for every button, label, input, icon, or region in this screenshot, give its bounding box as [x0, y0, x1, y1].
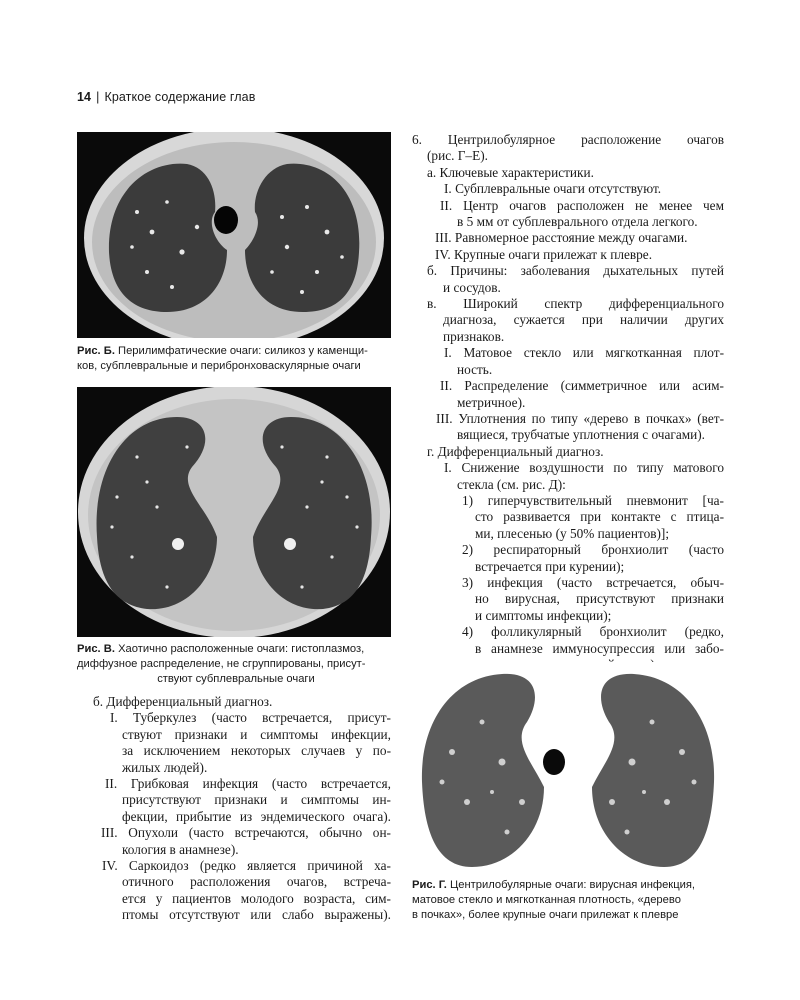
text-line: IV. Крупные очаги прилежат к плевре.	[435, 246, 653, 262]
text-line: 4) фолликулярный бронхиолит (редко,	[462, 624, 724, 640]
text-line: г. Дифференциальный диагноз.	[427, 443, 604, 459]
right-column-text	[412, 132, 724, 673]
text-line: I. Матовое стекло или мягкотканная плот-	[444, 345, 724, 361]
text-line: 2) респираторный бронхиолит (часто	[462, 542, 724, 558]
figure-b-image	[77, 132, 391, 338]
figure-b-label: Рис. Б.	[77, 345, 115, 357]
text-line: кология в анамнезе).	[122, 841, 239, 857]
figure-g-caption-line: в почках», более крупные очаги прилежат к плевре	[412, 909, 679, 921]
figure-g-image	[412, 662, 724, 874]
text-line: ность.	[457, 361, 493, 377]
text-line: стекла (см. рис. Д):	[457, 476, 566, 492]
text-line: III. Опухоли (часто встречаются, обычно он-	[101, 825, 391, 841]
text-line: IV. Саркоидоз (редко является причиной ха-	[102, 858, 391, 874]
text-line: встречается при курении);	[475, 558, 625, 574]
text-line: птомы отсутствуют или слабо выражены).	[122, 907, 391, 923]
text-line: присутствуют признаки и симптомы ин-	[122, 792, 391, 808]
text-line: III. Равномерное расстояние между очагами.	[435, 230, 688, 246]
text-line: ми, плесенью (у 50% пациентов)];	[475, 525, 670, 541]
figure-v-image	[77, 387, 391, 637]
text-line: I. Туберкулез (часто встречается, присут-	[110, 710, 391, 726]
text-line: б. Причины: заболевания дыхательных путей	[427, 263, 724, 279]
figure-v-caption	[77, 642, 395, 687]
figure-v-caption-line: ствуют субплевральные очаги	[157, 673, 315, 685]
text-line: I. Субплевральные очаги отсутствуют.	[444, 181, 662, 197]
text-line: 1) гиперчувствительный пневмонит [ча-	[462, 492, 724, 508]
text-line: метричное).	[457, 394, 526, 410]
paragraph-heading: б. Дифференциальный диагноз.	[93, 694, 273, 709]
text-line: II. Распределение (симметричное или асим-	[440, 378, 724, 394]
text-line: а. Ключевые характеристики.	[427, 164, 594, 180]
text-line: диагноза, сужается при наличии других	[443, 312, 724, 328]
section-heading: 6. Центрилобулярное расположение очагов	[412, 132, 724, 147]
text-line: отичного расположения очагов, встреча-	[122, 874, 391, 890]
text-line: и симптомы инфекции);	[475, 607, 612, 623]
left-column-text	[77, 694, 391, 924]
figure-b-caption-line: ков, субплевральные и перибронховаскулярные очаги	[77, 360, 361, 372]
text-line: за исключением некоторых случаев у по-	[122, 743, 391, 759]
text-line: II. Грибковая инфекция (часто встречается,	[105, 776, 391, 792]
text-line: жилых людей).	[122, 759, 208, 775]
running-header	[77, 90, 255, 104]
text-line: фекции, прибытие из эндемического очага).	[122, 808, 391, 824]
header-separator: |	[96, 90, 100, 104]
figure-v-label: Рис. В.	[77, 643, 115, 655]
figure-v-caption-line: диффузное распределение, не сгруппированы, присут-	[77, 658, 366, 670]
text-line: сто развивается при контакте с птица-	[475, 509, 724, 525]
text-line: в анамнезе иммуносупрессия или забо-	[475, 640, 724, 656]
text-line: вящиеся, трубчатые уплотнения с очагами).	[457, 427, 705, 443]
page-number: 14	[77, 90, 92, 104]
figure-g-caption-line: матовое стекло и мягкотканная плотность, «дерево	[412, 894, 681, 906]
text-line: в 5 мм от субплеврального отдела легкого.	[457, 214, 698, 230]
text-line: I. Снижение воздушности по типу матового	[444, 460, 724, 476]
figure-g-label: Рис. Г.	[412, 879, 447, 891]
section-title: Краткое содержание глав	[104, 90, 256, 104]
text-line: (рис. Г–Е).	[427, 148, 488, 164]
text-line: ствуют признаки и симптомы инфекции,	[122, 726, 391, 742]
text-line: в. Широкий спектр дифференциального	[427, 296, 724, 312]
text-line: ется у пациентов молодого возраста, сим-	[122, 890, 391, 906]
figure-b-caption-line: Перилимфатические очаги: силикоз у каменщи-	[118, 345, 368, 357]
text-line: 3) инфекция (часто встречается, обыч-	[462, 574, 724, 590]
figure-g-caption	[412, 878, 726, 923]
figure-v-caption-line: Хаотично расположенные очаги: гистоплазмоз,	[118, 643, 365, 655]
text-line: признаков.	[443, 328, 505, 344]
text-line: III. Уплотнения по типу «дерево в почках» (вет-	[436, 410, 724, 426]
text-line: II. Центр очагов расположен не менее чем	[440, 197, 724, 213]
figure-b-caption	[77, 344, 395, 374]
text-line: но вирусная, присутствуют признаки	[475, 591, 724, 607]
figure-g-caption-line: Центрилобулярные очаги: вирусная инфекция,	[449, 879, 696, 891]
text-line: и сосудов.	[443, 279, 501, 295]
